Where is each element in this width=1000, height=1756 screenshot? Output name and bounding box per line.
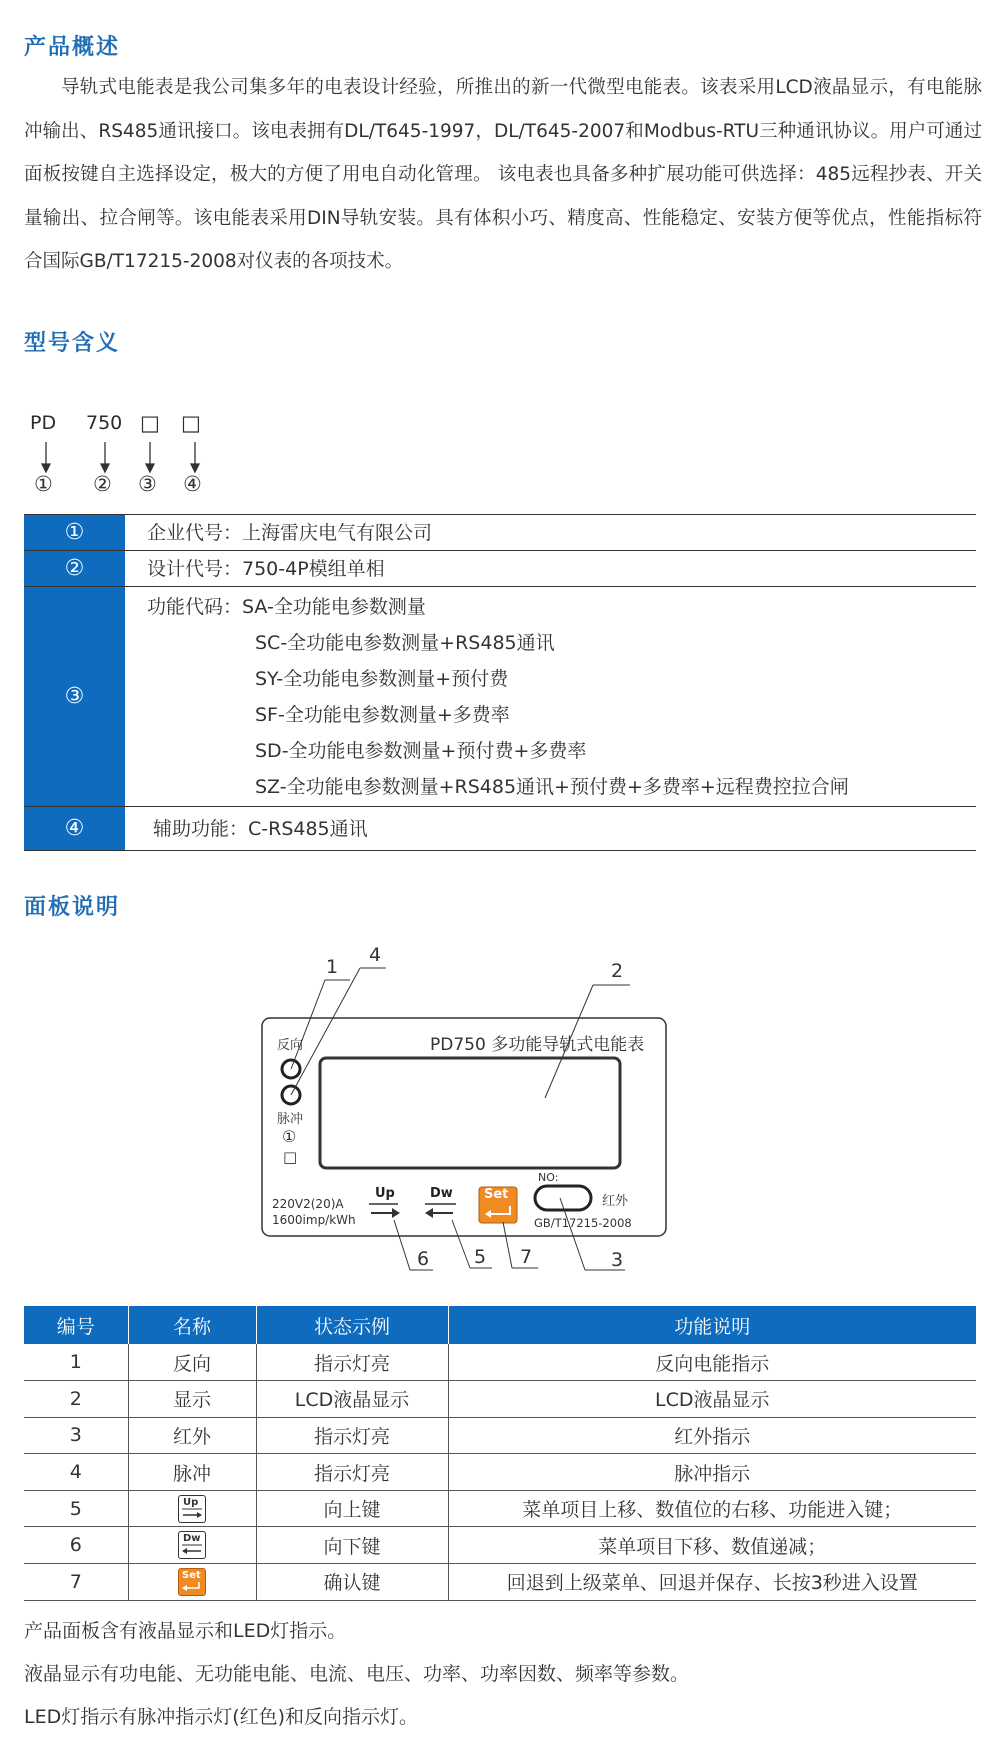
model-row-line: SY-全功能电参数测量+预付费: [255, 668, 509, 690]
row-func: 红外指示: [448, 1417, 976, 1454]
model-row-line: SD-全功能电参数测量+预付费+多费率: [255, 740, 587, 762]
callout-7: 7: [520, 1246, 533, 1268]
callout-4: 4: [369, 944, 382, 966]
row-func: 菜单项目下移、数值递减；: [448, 1527, 976, 1564]
row-no: 2: [24, 1381, 128, 1418]
row-no: 5: [24, 1490, 128, 1527]
row-no: 3: [24, 1417, 128, 1454]
row-state: 指示灯亮: [256, 1344, 448, 1381]
row-state: 确认键: [256, 1564, 448, 1601]
model-row-line: 辅助功能：C-RS485通讯: [153, 817, 368, 840]
row-name: 显示: [128, 1381, 256, 1418]
row-func: 脉冲指示: [448, 1454, 976, 1491]
row-name: 反向: [128, 1344, 256, 1381]
set-key-label[interactable]: Set: [484, 1187, 509, 1202]
note-line: 产品面板含有液晶显示和LED灯指示。: [24, 1620, 347, 1642]
up-key-icon-label: Up: [183, 1496, 199, 1508]
row-func: 菜单项目上移、数值位的右移、功能进入键；: [448, 1490, 976, 1527]
up-key-icon: [178, 1495, 206, 1523]
table-row: [24, 1490, 976, 1527]
callout-5: 5: [474, 1246, 487, 1268]
header-func: 功能说明: [448, 1306, 976, 1344]
note-line: LED灯指示有脉冲指示灯(红色)和反向指示灯。: [24, 1706, 419, 1728]
code-part-1: PD: [30, 412, 57, 434]
overview-paragraph: 导轨式电能表是我公司集多年的电表设计经验，所推出的新一代微型电能表。该表采用LCD液晶显示，有电能脉冲输出、RS485通讯接口。该电表拥有DL/T645-1997，DL/T645-2007和Modbus-RTU三种通讯协议。用户可通过面板按键自主选择设定，极大的方便了用电自动化管理。 该电表也具备多种扩展功能可供选择：485远程抄表、开关量输出、拉合闸等。该电能表采用DIN导轨安装。具有体积小巧、精度高、性能稳定、安装方便等优点，性能指标符合国际GB/T17215-2008对仪表的各项技术。: [24, 77, 982, 272]
circle-one-label: ①: [282, 1127, 297, 1146]
model-row-number: ③: [24, 587, 125, 806]
callout-1: 1: [326, 956, 339, 978]
row-no: 4: [24, 1454, 128, 1491]
model-row-line: SF-全功能电参数测量+多费率: [255, 704, 510, 726]
rating-line-1: 220V2(20)A: [272, 1197, 344, 1211]
header-no: 编号: [24, 1306, 128, 1344]
down-key-icon-label: Dw: [183, 1533, 201, 1545]
set-key-icon-label: Set: [182, 1569, 201, 1581]
overview-title: 产品概述: [24, 35, 121, 60]
row-func: 反向电能指示: [448, 1344, 976, 1381]
down-key-label[interactable]: Dw: [430, 1186, 453, 1201]
header-name: 名称: [128, 1306, 256, 1344]
small-box-label: □: [283, 1148, 298, 1166]
model-row-line: SC-全功能电参数测量+RS485通讯: [255, 632, 555, 654]
table-row: [24, 1454, 976, 1491]
callout-2: 2: [611, 960, 624, 982]
notes: [24, 1610, 689, 1739]
row-name: 红外: [128, 1417, 256, 1454]
row-state: 向上键: [256, 1490, 448, 1527]
pulse-label: 脉冲: [277, 1112, 304, 1127]
model-row-number: ①: [24, 515, 125, 550]
row-state: 指示灯亮: [256, 1417, 448, 1454]
callout-3: 3: [611, 1249, 624, 1271]
table-row: [24, 1564, 976, 1601]
infrared-label: 红外: [602, 1194, 629, 1209]
up-key-label[interactable]: Up: [375, 1186, 395, 1201]
panel-title: 面板说明: [24, 895, 121, 920]
row-name: [128, 1527, 256, 1564]
rating-line-2: 1600imp/kWh: [272, 1213, 356, 1227]
model-row-number: ②: [24, 551, 125, 586]
model-row-number: ④: [24, 807, 125, 850]
lcd-screen: [320, 1058, 620, 1168]
header-state: 状态示例: [256, 1306, 448, 1344]
code-number-1: ①: [34, 472, 53, 496]
row-func: 回退到上级菜单、回退并保存、长按3秒进入设置: [448, 1564, 976, 1601]
code-number-2: ②: [93, 472, 112, 496]
code-part-2: 750: [86, 412, 123, 434]
model-title: 型号含义: [24, 331, 121, 356]
code-number-4: ④: [183, 472, 202, 496]
note-line: 液晶显示有功电能、无功能电能、电流、电压、功率、功率因数、频率等参数。: [24, 1663, 690, 1685]
row-state: 指示灯亮: [256, 1454, 448, 1491]
down-key-icon: [178, 1531, 206, 1559]
row-no: 7: [24, 1564, 128, 1601]
row-state: LCD液晶显示: [256, 1381, 448, 1418]
row-name: [128, 1490, 256, 1527]
table-row: [24, 1381, 976, 1418]
table-row: [24, 1527, 976, 1564]
set-key-icon: [178, 1568, 206, 1596]
row-name: [128, 1564, 256, 1601]
code-part-4: □: [181, 411, 201, 435]
table-row: [24, 1417, 976, 1454]
spec-table-header: [24, 1306, 976, 1344]
standard-label: GB/T17215-2008: [534, 1216, 632, 1230]
row-name: 脉冲: [128, 1454, 256, 1491]
code-part-3: □: [140, 411, 160, 435]
device-title: PD750 多功能导轨式电能表: [430, 1035, 645, 1055]
table-row: [24, 1344, 976, 1381]
reverse-label: 反向: [277, 1038, 304, 1053]
code-number-3: ③: [138, 472, 157, 496]
model-row-line: 设计代号：750-4P模组单相: [147, 558, 385, 580]
spec-table: [24, 1306, 976, 1601]
row-no: 1: [24, 1344, 128, 1381]
model-row-line: 功能代码：SA-全功能电参数测量: [147, 596, 426, 618]
callout-6: 6: [417, 1248, 430, 1270]
row-func: LCD液晶显示: [448, 1381, 976, 1418]
model-row-line: SZ-全功能电参数测量+RS485通讯+预付费+多费率+远程费控拉合闸: [255, 776, 849, 798]
row-state: 向下键: [256, 1527, 448, 1564]
no-label: NO:: [538, 1171, 559, 1184]
model-row-line: 企业代号：上海雷庆电气有限公司: [147, 522, 433, 544]
row-no: 6: [24, 1527, 128, 1564]
